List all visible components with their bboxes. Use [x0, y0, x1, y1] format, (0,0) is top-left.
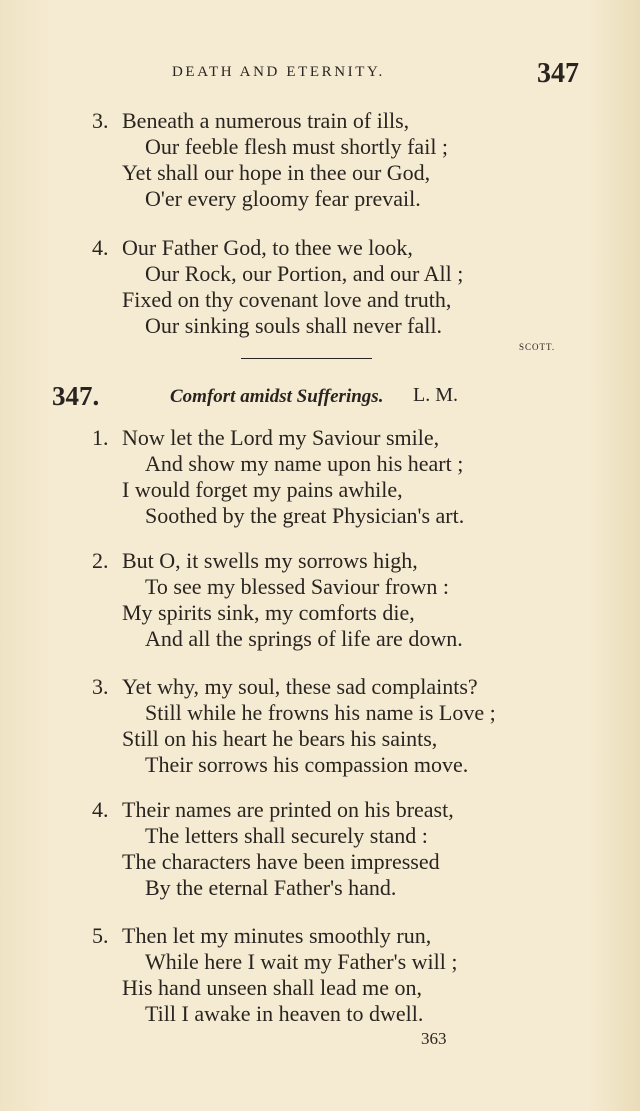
verse-line: Their sorrows his compassion move. — [145, 752, 469, 777]
verse-line: I would forget my pains awhile, — [122, 477, 403, 502]
verse-line: Then let my minutes smoothly run, — [122, 923, 432, 948]
verse-line: Our Rock, our Portion, and our All ; — [145, 261, 464, 286]
verse-line: Yet shall our hope in thee our God, — [122, 160, 431, 185]
verse-line: Soothed by the great Physician's art. — [145, 503, 465, 528]
stanza-number: 4. — [92, 235, 109, 260]
verse-line: Their names are printed on his breast, — [122, 797, 454, 822]
verse-line: The letters shall securely stand : — [145, 823, 428, 848]
hymn-meter: L. M. — [413, 384, 458, 406]
verse-line: Yet why, my soul, these sad complaints? — [122, 674, 478, 699]
verse-line: His hand unseen shall lead me on, — [122, 975, 422, 1000]
verse-line: Beneath a numerous train of ills, — [122, 108, 410, 133]
hymn-title: Comfort amidst Sufferings. — [170, 386, 384, 407]
stanza-number: 1. — [92, 425, 109, 450]
verse-line: Still while he frowns his name is Love ; — [145, 700, 496, 725]
verse-line: Fixed on thy covenant love and truth, — [122, 287, 452, 312]
stanza-number: 2. — [92, 548, 109, 573]
verse-line: Till I awake in heaven to dwell. — [145, 1001, 424, 1026]
section-divider — [241, 358, 372, 359]
verse-line: While here I wait my Father's will ; — [145, 949, 458, 974]
verse-line: By the eternal Father's hand. — [145, 875, 397, 900]
hymn-attribution: SCOTT. — [519, 342, 556, 352]
page-number: 347 — [537, 58, 579, 89]
verse-line: Still on his heart he bears his saints, — [122, 726, 438, 751]
verse-line: And all the springs of life are down. — [145, 626, 463, 651]
verse-line: Our sinking souls shall never fall. — [145, 313, 442, 338]
folio-number: 363 — [421, 1029, 447, 1048]
verse-line: O'er every gloomy fear prevail. — [145, 186, 421, 211]
verse-line: Now let the Lord my Saviour smile, — [122, 425, 440, 450]
verse-line: But O, it swells my sorrows high, — [122, 548, 418, 573]
stanza-number: 3. — [92, 108, 109, 133]
verse-line: My spirits sink, my comforts die, — [122, 600, 415, 625]
verse-line: Our feeble flesh must shortly fail ; — [145, 134, 449, 159]
verse-line: Our Father God, to thee we look, — [122, 235, 413, 260]
hymn-number: 347. — [52, 381, 100, 411]
verse-line: The characters have been impressed — [122, 849, 440, 874]
stanza-number: 3. — [92, 674, 109, 699]
verse-line: And show my name upon his heart ; — [145, 451, 464, 476]
running-head: DEATH AND ETERNITY. — [172, 64, 385, 80]
stanza-number: 4. — [92, 797, 109, 822]
stanza-number: 5. — [92, 923, 109, 948]
verse-line: To see my blessed Saviour frown : — [145, 574, 449, 599]
